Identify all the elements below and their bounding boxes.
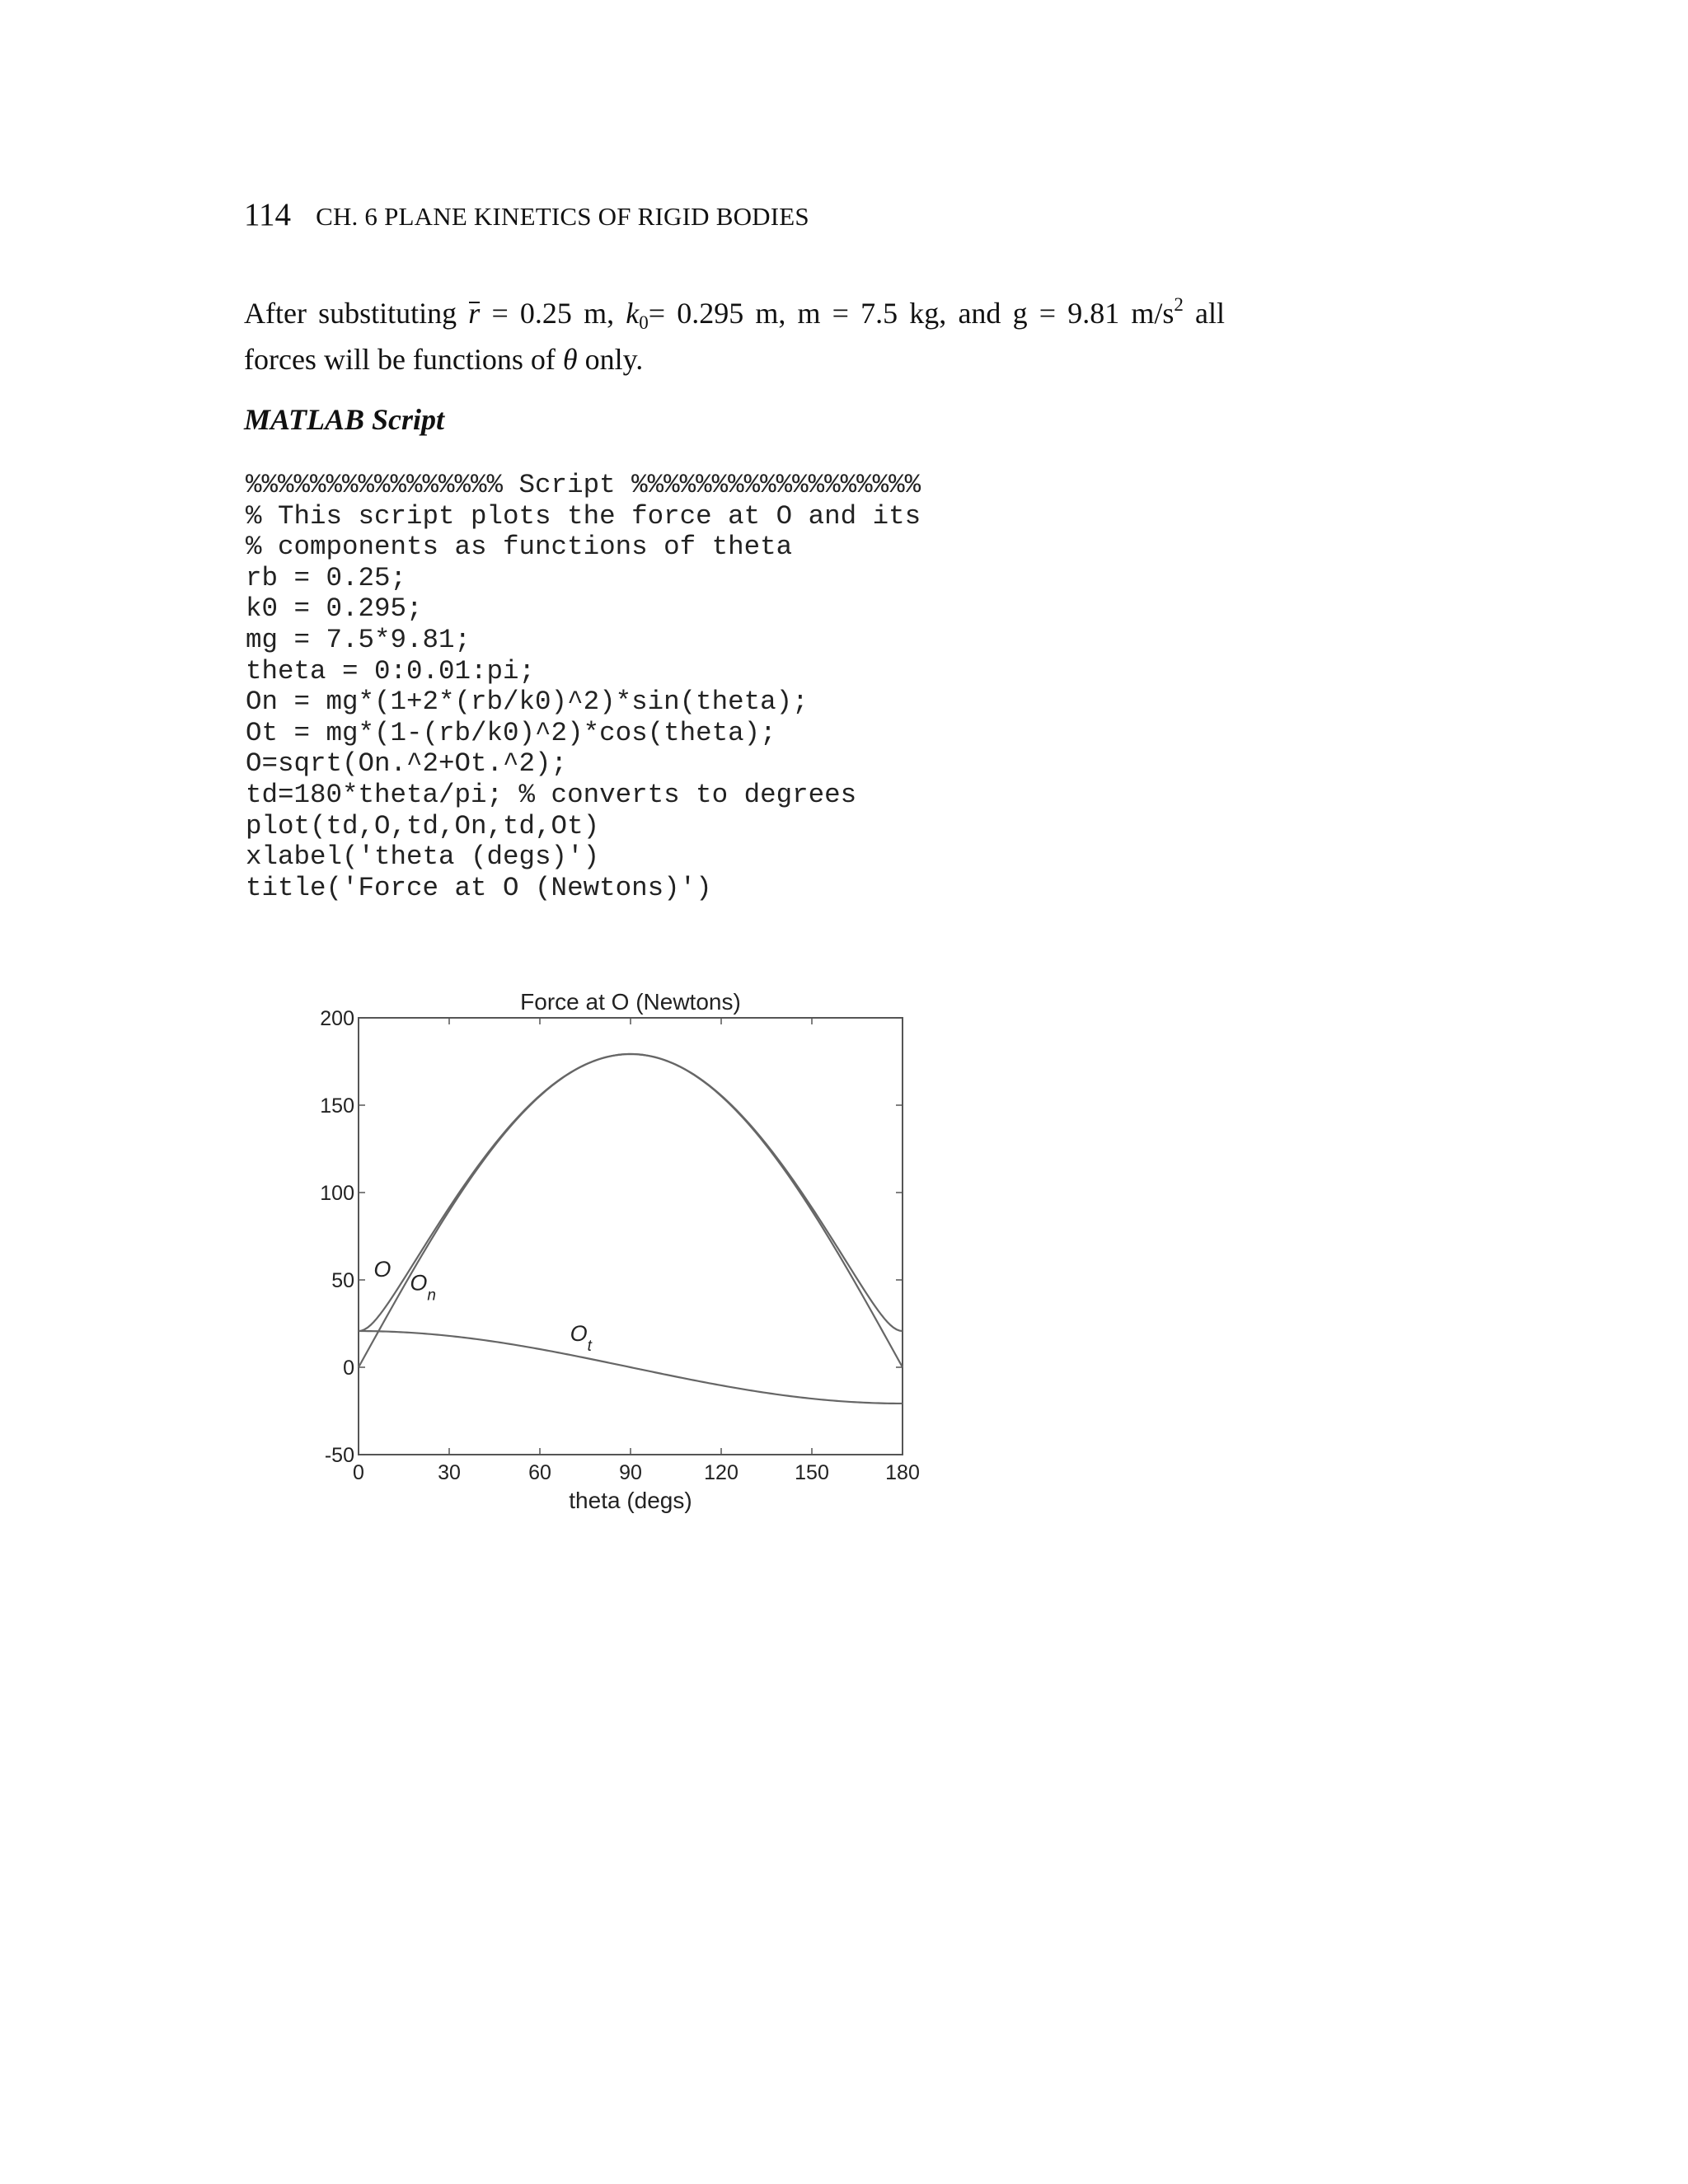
x-tick-label: 90 [619,1461,642,1484]
y-tick-label: -50 [324,1444,354,1467]
matlab-code-block [246,470,921,903]
intro-line-2 [244,336,1225,382]
code-line: O=sqrt(On.^2+Ot.^2); [246,748,568,780]
code-line: k0 = 0.295; [246,593,423,625]
y-tick-label: 0 [343,1357,354,1380]
code-line: %%%%%%%%%%%%%%%% Script %%%%%%%%%%%%%%%%%% [246,470,921,500]
code-line: % This script plots the force at O and its [246,500,921,532]
curve-label-O [373,1257,391,1282]
curve-label-subscript: t [587,1338,592,1356]
force-chart [297,972,940,1516]
x-tick-label: 60 [528,1461,551,1484]
section-heading: MATLAB Script [244,403,445,436]
code-line: plot(td,O,td,On,td,Ot) [246,810,600,841]
code-line: Ot = mg*(1-(rb/k0)^2)*cos(theta); [246,717,776,748]
plot-area [359,1018,903,1455]
intro-text: = 0.295 m, m = 7.5 kg, and g = 9.81 m/s [648,297,1175,330]
curve-label-main: O [570,1321,588,1347]
intro-text: only. [577,343,644,376]
code-line: title('Force at O (Newtons)') [246,872,712,903]
y-tick-label: 200 [320,1007,354,1030]
intro-text: forces will be functions of [244,343,563,376]
y-tick-label: 150 [320,1094,354,1118]
k-symbol: k [626,297,640,330]
code-line: rb = 0.25; [246,562,407,593]
curve-label-subscript: n [427,1286,436,1305]
code-line: mg = 7.5*9.81; [246,624,471,655]
intro-text: After substituting [244,297,469,330]
running-title: CH. 6 PLANE KINETICS OF RIGID BODIES [316,202,809,231]
curve-label-main: O [410,1270,428,1296]
intro-text: = 0.25 m, [480,297,626,330]
intro-paragraph [244,290,1225,382]
code-line: theta = 0:0.01:pi; [246,655,536,687]
code-line: On = mg*(1+2*(rb/k0)^2)*sin(theta); [246,687,809,718]
theta-symbol: θ [562,343,578,376]
chart-title: Force at O (Newtons) [520,989,741,1015]
intro-line-1 [244,290,1225,336]
x-tick-label: 180 [885,1461,920,1484]
curve-label-main: O [373,1256,392,1282]
code-line: xlabel('theta (degs)') [246,841,600,873]
y-tick-label: 100 [320,1182,354,1205]
y-tick-label: 50 [331,1269,354,1292]
k-subscript: 0 [639,312,649,333]
x-tick-label: 0 [353,1461,364,1484]
code-line: td=180*theta/pi; % converts to degrees [246,779,857,810]
code-line: % components as functions of theta [246,532,793,563]
x-tick-label: 120 [704,1461,738,1484]
power-superscript: 2 [1174,294,1184,315]
force-chart-figure [297,972,940,1521]
x-tick-label: 150 [795,1461,829,1484]
x-tick-label: 30 [438,1461,461,1484]
r-bar-symbol: r [468,297,481,330]
x-axis-label: theta (degs) [569,1488,692,1513]
page-header [244,196,809,233]
intro-text: all [1183,297,1225,330]
page-number: 114 [244,197,292,232]
